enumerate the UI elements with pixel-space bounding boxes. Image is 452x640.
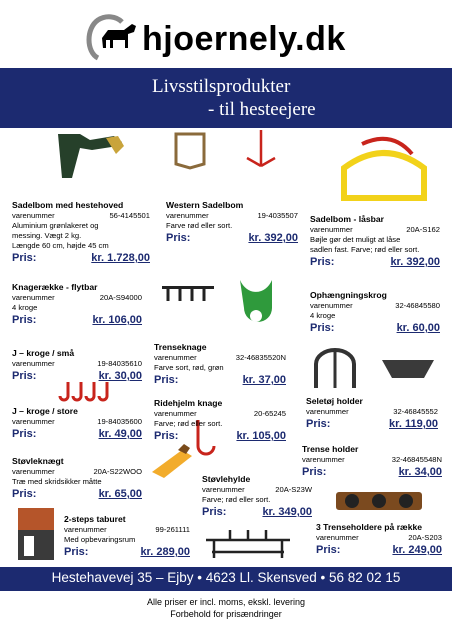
- price-label: Pris:: [154, 374, 179, 386]
- item-number: 32-46845552: [393, 407, 438, 416]
- price-value: kr. 65,00: [98, 488, 142, 500]
- product-j-kroge-store: [12, 406, 142, 441]
- item-number-label: varenummer: [316, 533, 359, 542]
- price-value: kr. 1.728,00: [91, 252, 150, 264]
- product-description: 4 kroge: [310, 311, 336, 320]
- item-number-label: varenummer: [302, 455, 345, 464]
- product-description: Farve; rød eller sort.: [154, 419, 223, 428]
- price-label: Pris:: [302, 466, 327, 478]
- price-label: Pris:: [310, 256, 335, 268]
- item-number-label: varenummer: [12, 417, 55, 426]
- bridle-hook-image: [236, 276, 276, 328]
- price-label: Pris:: [12, 488, 37, 500]
- item-number: 99-261111: [155, 525, 190, 534]
- price-label: Pris:: [306, 418, 331, 430]
- product-name: J – kroge / små: [12, 348, 75, 358]
- price-label: Pris:: [310, 322, 335, 334]
- item-number: 20A-S23W: [275, 485, 312, 494]
- item-number-label: varenummer: [12, 359, 55, 368]
- price-label: Pris:: [12, 370, 37, 382]
- product-2-steps-taburet: [64, 514, 190, 559]
- product-3-trenseholdere: [316, 522, 442, 557]
- item-number: 19-84035610: [97, 359, 142, 368]
- product-stoevlehylde: [202, 474, 312, 519]
- triple-hook-image: [240, 128, 282, 176]
- price-value: kr. 105,00: [236, 430, 286, 442]
- product-ophaengningskrog: [310, 290, 440, 335]
- item-number: 20-65245: [253, 409, 286, 418]
- item-number: 32-46835520N: [235, 353, 286, 362]
- item-number: 56-4145501: [109, 211, 150, 220]
- product-stoevleknaegt: [12, 456, 142, 501]
- item-number: 32-46845580: [395, 301, 440, 310]
- price-value: kr. 37,00: [242, 374, 286, 386]
- product-name: Ophængningskrog: [310, 290, 387, 300]
- product-name: Seletøj holder: [306, 396, 363, 406]
- product-name: Knagerække - flytbar: [12, 282, 98, 292]
- lockable-saddle-rack-image: [338, 128, 430, 206]
- product-description: Bøjle gør det muligt at låse sadlen fast. Farve; rød eller sort.: [310, 235, 420, 254]
- price-value: kr. 392,00: [390, 256, 440, 268]
- item-number: 19-4035507: [257, 211, 298, 220]
- price-value: kr. 106,00: [92, 314, 142, 326]
- price-value: kr. 249,00: [392, 544, 442, 556]
- price-value: kr. 392,00: [248, 232, 298, 244]
- boot-shelf-image: [202, 526, 294, 560]
- item-number-label: varenummer: [202, 485, 245, 494]
- price-value: kr. 119,00: [389, 418, 438, 430]
- product-name: Støvlehylde: [202, 474, 251, 484]
- item-number: 20A-S203: [408, 533, 442, 542]
- price-value: kr. 34,00: [398, 466, 442, 478]
- product-sadelbom-hestehoved: [12, 200, 150, 265]
- product-name: Western Sadelbom: [166, 200, 244, 210]
- step-stool-image: [14, 506, 58, 562]
- item-number: 32-46845548N: [391, 455, 442, 464]
- harness-holder-image: [310, 348, 360, 390]
- price-label: Pris:: [12, 428, 37, 440]
- small-j-hooks-image: [58, 380, 114, 402]
- horseshoe-horse-logo: [84, 12, 146, 62]
- saddle-rack-horsehead-image: [50, 124, 130, 188]
- item-number: 19-84035600: [97, 417, 142, 426]
- item-number-label: varenummer: [154, 409, 197, 418]
- price-value: kr. 60,00: [396, 322, 440, 334]
- banner-title-line1: Livsstilsprodukter: [152, 76, 291, 97]
- product-description: Træ med skridsikker måtte: [12, 477, 102, 486]
- price-label: Pris:: [202, 506, 227, 518]
- product-j-kroge-smaa: [12, 348, 142, 383]
- product-ridehjelm-knage: [154, 398, 286, 443]
- item-number-label: varenummer: [64, 525, 107, 534]
- title-banner: [0, 68, 452, 128]
- product-western-sadelbom: [166, 200, 298, 245]
- product-description: 4 kroge: [12, 303, 38, 312]
- product-seletoej-holder: [306, 396, 438, 431]
- product-name: Sadelbom - låsbar: [310, 214, 385, 224]
- product-name: J – kroge / store: [12, 406, 78, 416]
- item-number-label: varenummer: [12, 467, 55, 476]
- footer-note-vat: Alle priser er incl. moms, ekskl. levering: [146, 597, 306, 607]
- footer-address: Hestehavevej 35 – Ejby • 4623 Ll. Skensved • 56 82 02 15: [51, 570, 401, 585]
- product-name: Trense holder: [302, 444, 359, 454]
- coat-rack-image: [160, 282, 220, 306]
- product-name: Ridehjelm knage: [154, 398, 223, 408]
- price-label: Pris:: [12, 252, 37, 264]
- price-label: Pris:: [316, 544, 341, 556]
- price-value: kr. 49,00: [98, 428, 142, 440]
- three-bridle-holders-image: [332, 486, 426, 516]
- product-description: Farve rød eller sort.: [166, 221, 233, 230]
- product-knageraekke: [12, 282, 142, 327]
- price-label: Pris:: [64, 546, 89, 558]
- product-name: Støvleknægt: [12, 456, 64, 466]
- boot-jack-image: [148, 442, 196, 480]
- product-name: 3 Trenseholdere på række: [316, 522, 423, 532]
- item-number: 20A-S22WOO: [93, 467, 142, 476]
- item-number-label: varenummer: [306, 407, 349, 416]
- product-trense-holder: [302, 444, 442, 479]
- price-value: kr. 349,00: [262, 506, 312, 518]
- price-label: Pris:: [12, 314, 37, 326]
- price-label: Pris:: [166, 232, 191, 244]
- product-sadelbom-laasbar: [310, 214, 440, 269]
- item-number-label: varenummer: [12, 293, 55, 302]
- product-name: 2-steps taburet: [64, 514, 126, 524]
- product-description: Farve sort, rød, grøn: [154, 363, 224, 372]
- item-number-label: varenummer: [310, 301, 353, 310]
- item-number-label: varenummer: [310, 225, 353, 234]
- product-trenseknage: [154, 342, 286, 387]
- product-name: Sadelbom med hestehoved: [12, 200, 124, 210]
- price-value: kr. 30,00: [98, 370, 142, 382]
- single-bridle-holder-image: [378, 356, 438, 386]
- footer-note-prices: Forbehold for prisændringer: [170, 609, 282, 619]
- product-description: Med opbevaringsrum: [64, 535, 136, 544]
- price-label: Pris:: [154, 430, 179, 442]
- banner-title-line2: - til hesteejere: [208, 99, 316, 120]
- item-number-label: varenummer: [154, 353, 197, 362]
- product-description: Aluminium grønlakeret og messing. Vægt 2 kg. Længde 60 cm, højde 45 cm: [12, 221, 109, 250]
- item-number: 20A-S94000: [99, 293, 142, 302]
- brand-name: hjoernely.dk: [142, 20, 346, 58]
- item-number-label: varenummer: [166, 211, 209, 220]
- item-number-label: varenummer: [12, 211, 55, 220]
- product-name: Trenseknage: [154, 342, 207, 352]
- product-description: Farve; rød eller sort.: [202, 495, 271, 504]
- western-saddle-rack-image: [168, 128, 212, 172]
- price-value: kr. 289,00: [140, 546, 190, 558]
- item-number: 20A-S162: [406, 225, 440, 234]
